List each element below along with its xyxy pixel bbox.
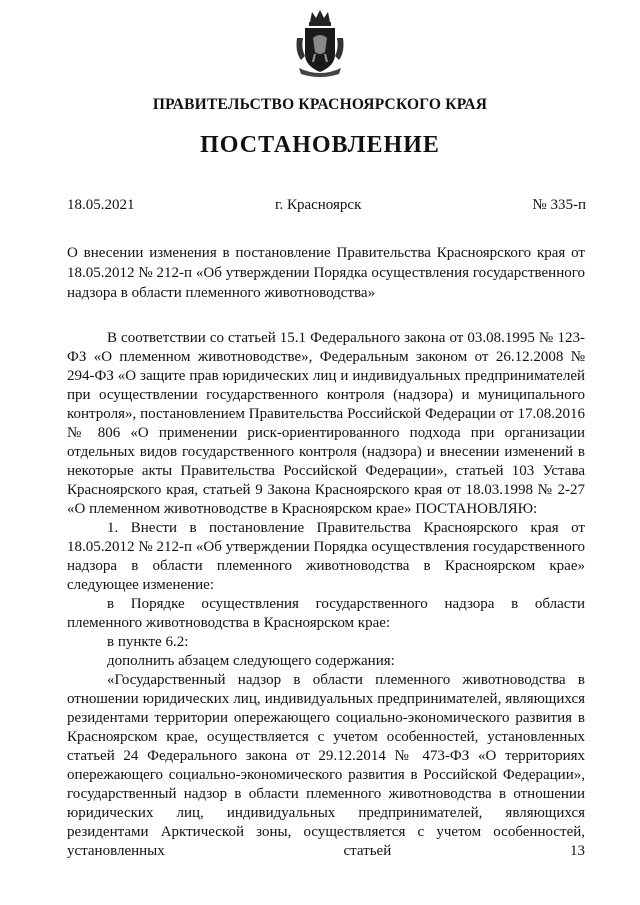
coat-of-arms-icon (293, 8, 347, 78)
document-city: г. Красноярск (275, 197, 362, 213)
body-paragraph: «Государственный надзор в области племенного животноводства в отношении юридических лиц, индивидуальных предпринимателей, являющихся резидентами территории опережающего социально-экономического развития в Красноярском крае, осуществляется с учетом особенностей, установленных статьей 24 Федерального закона от 29.12.2014 № 473-ФЗ «О территориях опережающего социально-экономического развития в Российской Федерации», государственный надзор в области племенного животноводства в отношении юридических лиц, индивидуальных предпринимателей, являющихся резидентами Арктической зоны, осуществляется с учетом особенностей, установленных статьей 13 (67, 672, 585, 859)
document-number: № 335-п (532, 197, 586, 213)
body-paragraph: в пункте 6.2: (107, 634, 189, 650)
document-subject: О внесении изменения в постановление Правительства Красноярского края от 18.05.2012 № 212-п «Об утверждении Порядка осуществления государственного надзора в области племенного животноводства» (67, 245, 585, 301)
document-body (67, 329, 585, 861)
government-title: ПРАВИТЕЛЬСТВО КРАСНОЯРСКОГО КРАЯ (152, 96, 488, 113)
body-paragraph: 1. Внести в постановление Правительства Красноярского края от 18.05.2012 № 212-п «Об утверждении Порядка осуществления государственного надзора в области племенного животноводства в Красноярском крае» следующее изменение: (67, 520, 585, 593)
body-paragraph: в Порядке осуществления государственного надзора в области племенного животноводства в Красноярском крае: (67, 596, 585, 631)
body-paragraph: дополнить абзацем следующего содержания: (107, 653, 395, 669)
document-type-title: ПОСТАНОВЛЕНИЕ (200, 132, 440, 158)
body-paragraph: В соответствии со статьей 15.1 Федерального закона от 03.08.1995 № 123-ФЗ «О племенном животноводстве», Федеральным законом от 26.12.2008 № 294-ФЗ «О защите прав юридических лиц и индивидуальных предпринимателей при осуществлении государственного контроля (надзора) и муниципального контроля», постановлением Правительства Российской Федерации от 17.08.2016 № 806 «О применении риск-ориентированного подхода при организации отдельных видов государственного контроля (надзора) и внесении изменений в некоторые акты Правительства Российской Федерации», статьей 103 Устава Красноярского края, статьей 9 Закона Красноярского края от 18.03.1998 № 2-27 «О племенном животноводстве в Красноярском крае» ПОСТАНОВЛЯЮ: (67, 330, 585, 517)
document-date: 18.05.2021 (67, 197, 135, 213)
